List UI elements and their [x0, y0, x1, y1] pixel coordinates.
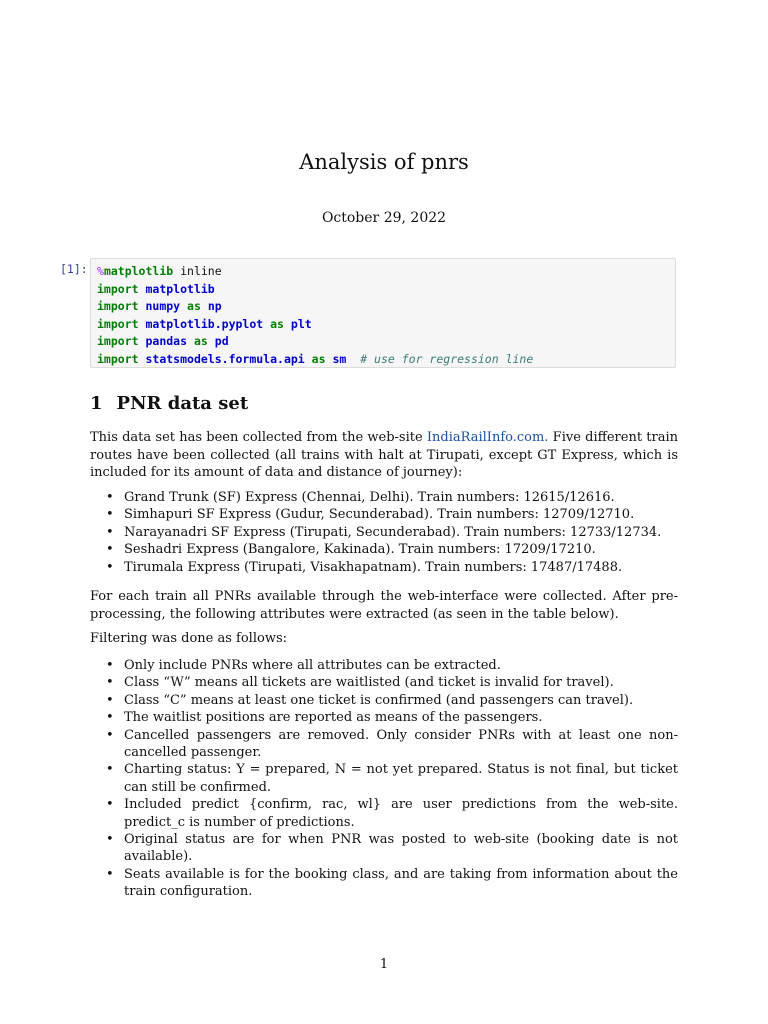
- code-line: %matplotlib inline: [97, 264, 222, 278]
- filter-list: [90, 657, 678, 901]
- list-item: • Grand Trunk (SF) Express (Chennai, Delhi). Train numbers: 12615/12616.: [90, 489, 678, 506]
- list-item: • Cancelled passengers are removed. Only consider PNRs with at least one non-cancelled passenger.: [90, 727, 678, 762]
- list-item: • Narayanadri SF Express (Tirupati, Secunderabad). Train numbers: 12733/12734.: [90, 524, 678, 541]
- list-item: • Included predict {confirm, rac, wl} are user predictions from the web-site. predict_c is number of predictions.: [90, 796, 678, 831]
- filtering-paragraph: Filtering was done as follows:: [90, 631, 287, 646]
- train-list: [90, 489, 678, 576]
- code-line: import numpy as np: [97, 299, 222, 313]
- code-block[interactable]: [90, 258, 676, 368]
- section-title: PNR data set: [116, 393, 249, 414]
- list-item: • Simhapuri SF Express (Gudur, Secunderabad). Train numbers: 12709/12710.: [90, 506, 678, 523]
- indiarailinfo-link[interactable]: IndiaRailInfo.com.: [426, 430, 549, 445]
- list-item: • Original status are for when PNR was posted to web-site (booking date is not available).: [90, 831, 678, 866]
- code-line: import matplotlib.pyplot as plt: [97, 316, 312, 331]
- code-line: import statsmodels.formula.api as sm # use for regression line: [97, 351, 534, 366]
- list-item: • Charting status: Y = prepared, N = not yet prepared. Status is not final, but ticket can still be confirmed.: [90, 761, 678, 796]
- document-title: Analysis of pnrs: [299, 150, 469, 174]
- page-number: 1: [379, 957, 389, 972]
- document-date: October 29, 2022: [321, 210, 447, 226]
- intro-paragraph: This data set has been collected from the web-site IndiaRailInfo.com. Five different train routes have been collected (all trains with halt at Tirupati, except GT Express, which is included for its amount of data and distance of journey):: [90, 430, 678, 480]
- section-heading: [90, 393, 248, 414]
- section-number: 1: [90, 393, 103, 414]
- list-item: • Class “W” means all tickets are waitlisted (and ticket is invalid for travel).: [90, 674, 678, 691]
- code-line: import pandas as pd: [97, 334, 229, 348]
- list-item: • Tirumala Express (Tirupati, Visakhapatnam). Train numbers: 17487/17488.: [90, 559, 678, 576]
- cell-prompt: [1]:: [60, 262, 88, 276]
- list-item: • Class “C” means at least one ticket is confirmed (and passengers can travel).: [90, 692, 678, 709]
- list-item: • The waitlist positions are reported as means of the passengers.: [90, 709, 678, 726]
- code-comment: # use for regression line: [360, 351, 534, 366]
- list-item: • Seats available is for the booking class, and are taking from information about the train configuration.: [90, 866, 678, 901]
- collection-paragraph: For each train all PNRs available through the web-interface were collected. After pre-processing, the following attributes were extracted (as seen in the table below).: [90, 589, 678, 622]
- list-item: • Only include PNRs where all attributes can be extracted.: [90, 657, 678, 674]
- list-item: • Seshadri Express (Bangalore, Kakinada). Train numbers: 17209/17210.: [90, 541, 678, 558]
- code-line: import matplotlib: [97, 281, 215, 296]
